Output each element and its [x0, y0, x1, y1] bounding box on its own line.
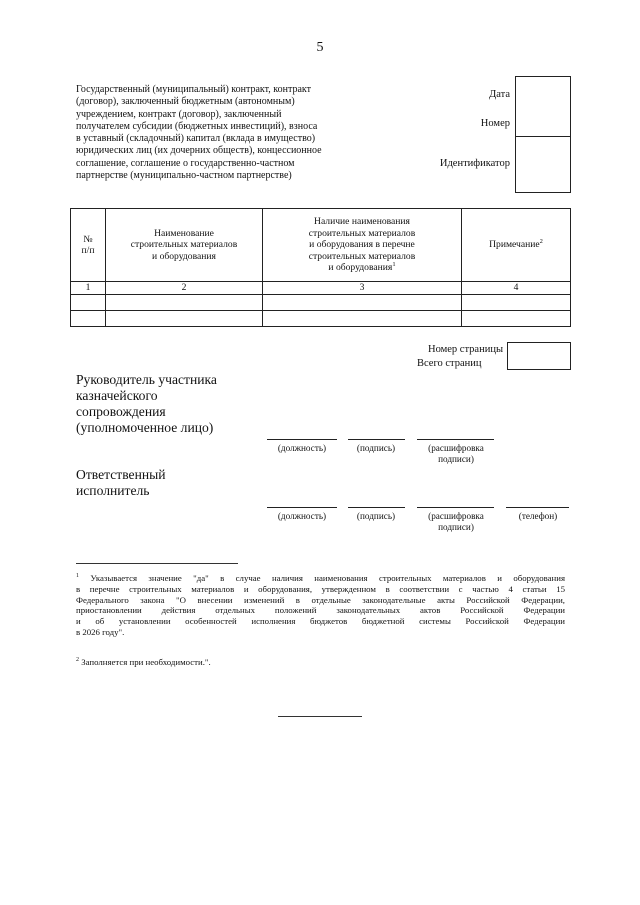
footnote-mark: 2 — [76, 657, 79, 663]
name-caption: (расшифровка подписи) — [428, 443, 484, 464]
contract-line: (договор), заключенный бюджетным (автономным) — [76, 96, 295, 108]
name-line[interactable] — [417, 439, 494, 440]
contract-line: в уставный (складочный) капитал (вклада в имущество) — [76, 133, 316, 145]
head-signature-title: Руководитель участника казначейского сопровождения (уполномоченное лицо) — [76, 372, 217, 435]
table-cell[interactable] — [106, 294, 263, 310]
header-name: Наименование строительных материалов и оборудования — [106, 209, 263, 282]
end-separator — [278, 716, 362, 717]
footnote-ref: 1 — [392, 261, 396, 269]
materials-table — [70, 208, 571, 327]
table-cell: 4 — [462, 282, 571, 295]
contract-line: партнерстве (муниципально-частном партнерстве) — [76, 170, 292, 182]
contract-line: юридических лиц (их дочерних обществ), концессионное — [76, 145, 322, 157]
name-caption: (расшифровка подписи) — [428, 511, 484, 532]
header-number: № п/п — [71, 209, 106, 282]
header-availability: Наличие наименования строительных материалов и оборудования в перечне строительных материалов и оборудования$^1$ — [263, 209, 462, 282]
identifier-label: Идентификатор — [439, 158, 510, 169]
table-index-row — [71, 282, 571, 295]
footnote-1: $^1$ Указывается значение "да" в случае наличия наименования строительных материалов и оборудования в перечне строительных материалов и оборудования, утвержденном в соответствии с частью 4 статьи 15 Федерального закона "О внесении изменений в отдельные законодательные акты Российской Федерации, приостановлении действия отдельных положений законодательных актов Российской Федерации и об установлении особенностей исполнения бюджетов бюджетной системы Российской Федерации в 2026 году". — [76, 572, 566, 637]
table-cell[interactable] — [71, 310, 106, 326]
position-line[interactable] — [267, 507, 337, 508]
executor-signature-title: Ответственный исполнитель — [76, 467, 166, 498]
number-field[interactable] — [515, 106, 571, 137]
date-field[interactable] — [515, 76, 571, 108]
contract-line: соглашение, соглашение о государственно-частном — [76, 157, 295, 169]
table-header-row — [71, 209, 571, 282]
page-number-field[interactable] — [507, 342, 571, 357]
phone-line[interactable] — [506, 507, 569, 508]
table-cell[interactable] — [462, 294, 571, 310]
table-cell: 1 — [71, 282, 106, 295]
table-cell[interactable] — [263, 294, 462, 310]
table-cell[interactable] — [106, 310, 263, 326]
contract-line: получателем субсидии (бюджетных инвестиций), взноса — [76, 120, 318, 132]
table-row[interactable] — [71, 310, 571, 326]
footnote-separator — [76, 563, 238, 564]
footnote-mark: 1 — [76, 573, 79, 579]
position-line[interactable] — [267, 439, 337, 440]
identifier-field[interactable] — [515, 137, 571, 193]
position-caption: (должность) — [277, 443, 327, 453]
footnote-2: $^2$ Заполняется при необходимости.". — [76, 656, 211, 667]
total-pages-label: Всего страниц — [417, 358, 482, 369]
table-cell[interactable] — [71, 294, 106, 310]
number-label: Номер — [480, 118, 510, 129]
signature-line[interactable] — [348, 439, 405, 440]
table-cell[interactable] — [462, 310, 571, 326]
contract-line: Государственный (муниципальный) контракт, контракт — [76, 84, 311, 95]
position-caption: (должность) — [277, 511, 327, 521]
date-label: Дата — [489, 89, 510, 100]
signature-line[interactable] — [348, 507, 405, 508]
signature-caption: (подпись) — [356, 443, 396, 453]
signature-caption: (подпись) — [356, 511, 396, 521]
page-number: 5 — [316, 40, 324, 55]
contract-description — [76, 84, 376, 182]
table-row[interactable] — [71, 294, 571, 310]
table-cell: 3 — [263, 282, 462, 295]
phone-caption: (телефон) — [518, 511, 558, 521]
total-pages-field[interactable] — [507, 356, 571, 370]
footnote-ref: 2 — [539, 238, 543, 246]
contract-line: учреждением, контракт (договор), заключенный — [76, 108, 282, 120]
header-note: Примечание$^2$ — [462, 209, 571, 282]
page-number-label: Номер страницы — [427, 344, 503, 355]
table-cell[interactable] — [263, 310, 462, 326]
table-cell: 2 — [106, 282, 263, 295]
name-line[interactable] — [417, 507, 494, 508]
